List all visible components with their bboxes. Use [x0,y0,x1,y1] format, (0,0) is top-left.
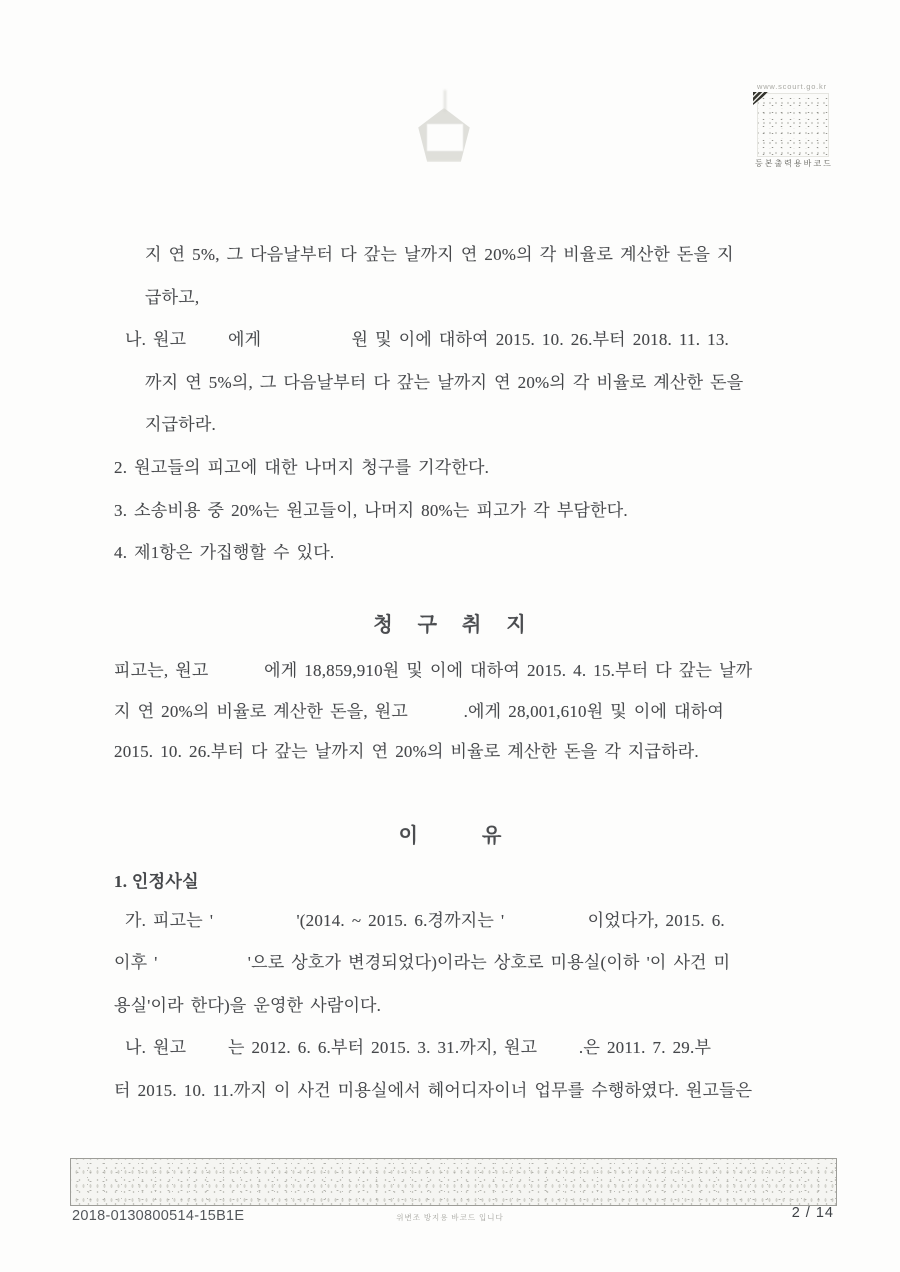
acknowledged-facts-heading: 1. 인정사실 [114,872,199,891]
claim-purport-section [114,651,794,773]
text-line: 지 연 20%의 비율로 계산한 돈을, 원고 .에게 28,001,610원 및 이에 대하여 [114,701,724,721]
anti-forgery-barcode-strip [70,1158,837,1206]
print-barcode-icon [757,93,829,157]
order-section [114,234,794,575]
text-line: 가. 피고는 ' '(2014. ~ 2015. 6.경까지는 ' 이었다가, 2015. 6. [125,911,725,930]
text-line: 지 연 5%, 그 다음날부터 다 갚는 날까지 연 20%의 각 비율로 계산한 돈을 지 [145,245,734,264]
text-line: 2. 원고들의 피고에 대한 나머지 청구를 기각한다. [114,457,490,477]
text-line: 3. 소송비용 중 20%는 원고들이, 나머지 80%는 피고가 각 부담한다. [114,500,628,520]
claim-purport-heading: 청 구 취 지 [373,614,527,636]
text-line: 나. 원고 는 2012. 6. 6.부터 2015. 3. 31.까지, 원고 .은 2011. 7. 29.부 [125,1038,712,1058]
reasons-heading-left: 이 [398,825,418,847]
barcode-caption: 등본출력용바코드 [755,159,833,168]
text-line: 피고는, 원고 에게 18,859,910원 및 이에 대하여 2015. 4. 15.부터 다 갚는 날까 [114,661,753,680]
scourt-url-text: www.scourt.go.kr [757,82,827,91]
text-line: 2015. 10. 26.부터 다 갚는 날까지 연 20%의 비율로 계산한 돈을 각 지급하라. [114,742,699,762]
text-line: 까지 연 5%의, 그 다음날부터 다 갚는 날까지 연 20%의 각 비율로 계산한 돈을 [145,372,744,392]
text-line: 나. 원고 에게 원 및 이에 대하여 2015. 10. 26.부터 2018. 11. 13. [125,330,729,350]
text-line: 이후 ' '으로 상호가 변경되었다)이라는 상호로 미용실(이하 '이 사건 미 [114,953,731,973]
court-seal-watermark-center [427,124,463,151]
text-line: 용실'이라 한다)을 운영한 사람이다. [114,995,382,1015]
anti-forgery-notice: 위변조 방지용 바코드 입니다 [396,1213,504,1222]
document-id: 2018-0130800514-15B1E [72,1208,245,1224]
reasons-heading [0,822,900,850]
reasons-section [114,900,794,1112]
text-line: 터 2015. 10. 11.까지 이 사건 미용실에서 헤어디자이너 업무를 수행하였다. 원고들은 [114,1080,753,1100]
page-number: 2 / 14 [791,1205,834,1221]
text-line: 급하고, [145,287,200,307]
text-line: 4. 제1항은 가집행할 수 있다. [114,543,335,563]
reasons-heading-right: 유 [482,825,502,847]
text-line: 지급하라. [145,415,216,435]
